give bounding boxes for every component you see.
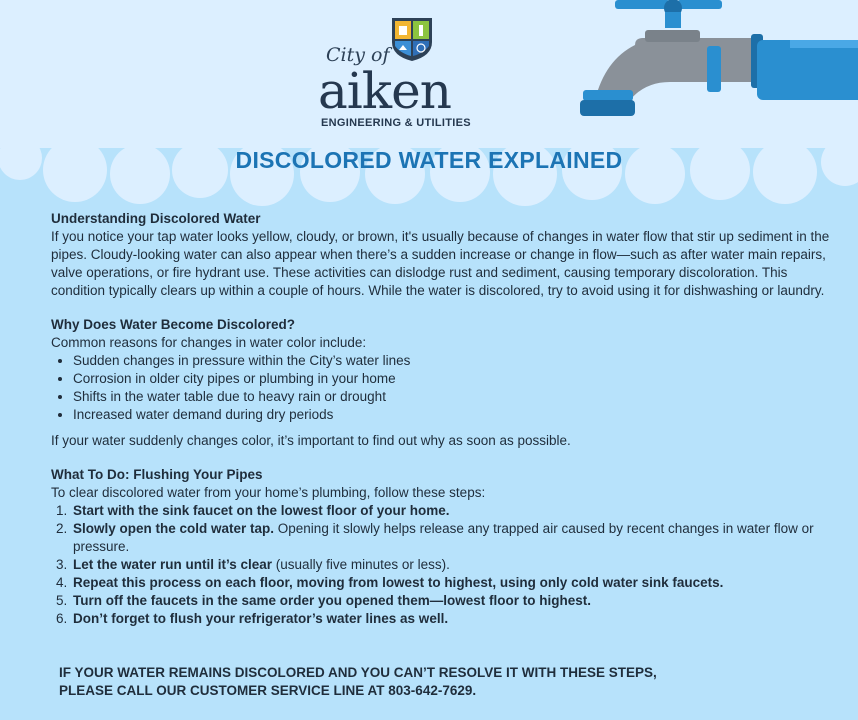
section-heading: Understanding Discolored Water [51, 211, 261, 226]
list-item: • Increased water demand during dry periods [73, 406, 841, 424]
section-note: If your water suddenly changes color, it’s important to find out why as soon as possible. [51, 433, 571, 448]
faucet-icon [575, 0, 858, 130]
step-bold: Let the water run until it’s clear [73, 557, 273, 572]
step-bold: Repeat this process on each floor, moving from lowest to highest, using only cold water sink faucets. [73, 575, 724, 590]
city-shield-icon [390, 16, 434, 62]
list-item: • Sudden changes in pressure within the City’s water lines [73, 352, 841, 370]
section-why [51, 316, 841, 450]
article-body [51, 210, 841, 644]
logo-city-text: City of [326, 44, 390, 66]
section-heading: Why Does Water Become Discolored? [51, 317, 296, 332]
section-understanding [51, 210, 841, 300]
city-logo [318, 16, 478, 134]
step-rest: (usually five minutes or less). [272, 557, 450, 572]
section-paragraph: If you notice your tap water looks yellow, cloudy, or brown, it's usually because of changes in water flow that stir up sediment in the pipes. Cloudy-looking water can also appear when there’s a sudden increase or change in flow—such as after water main repairs, valve operations, or fire hydrant use. These activities can dislodge rust and sediment, causing temporary discoloration. This condition typically clears up within a couple of hours. While the water is discolored, try to avoid using it for dishwashing or laundry. [51, 229, 830, 298]
step-item [71, 520, 841, 556]
customer-service-notice [59, 664, 819, 700]
steps-list [51, 502, 841, 628]
logo-department-text: ENGINEERING & UTILITIES [321, 117, 471, 129]
step-item [71, 592, 841, 610]
reasons-list [51, 352, 841, 424]
section-intro: To clear discolored water from your home’s plumbing, follow these steps: [51, 485, 486, 500]
logo-name-text: aiken [318, 62, 451, 120]
list-item: • Corrosion in older city pipes or plumbing in your home [73, 370, 841, 388]
step-item [71, 502, 841, 520]
page-title: DISCOLORED WATER EXPLAINED [235, 147, 623, 173]
step-item [71, 610, 841, 628]
section-what [51, 466, 841, 628]
step-rest: Opening it slowly helps release any trapped air caused by recent changes in water flow or pressure. [73, 521, 814, 554]
notice-line-2: PLEASE CALL OUR CUSTOMER SERVICE LINE AT 803-642-7629. [59, 683, 477, 698]
step-bold: Slowly open the cold water tap. [73, 521, 275, 536]
step-bold: Don’t forget to flush your refrigerator’s water lines as well. [73, 611, 449, 626]
section-intro: Common reasons for changes in water color include: [51, 335, 367, 350]
step-item [71, 574, 841, 592]
step-bold: Turn off the faucets in the same order you opened them—lowest floor to highest. [73, 593, 592, 608]
section-heading: What To Do: Flushing Your Pipes [51, 467, 263, 482]
step-item [71, 556, 841, 574]
notice-line-1: IF YOUR WATER REMAINS DISCOLORED AND YOU CAN’T RESOLVE IT WITH THESE STEPS, [59, 665, 657, 680]
list-item: • Shifts in the water table due to heavy rain or drought [73, 388, 841, 406]
step-bold: Start with the sink faucet on the lowest floor of your home. [73, 503, 450, 518]
